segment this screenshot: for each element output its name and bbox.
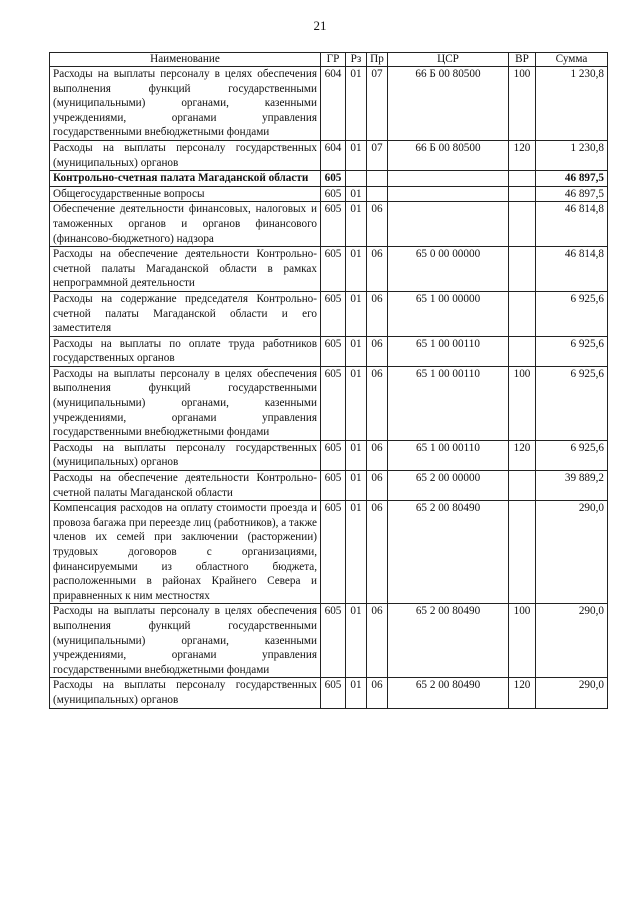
table-row xyxy=(50,247,608,292)
row-sum: 1 230,8 xyxy=(536,67,608,141)
row-sum: 46 897,5 xyxy=(536,186,608,202)
row-vr xyxy=(509,202,536,247)
page-number: 21 xyxy=(313,18,327,33)
column-header-csr: ЦСР xyxy=(388,53,509,67)
row-rz: 01 xyxy=(346,501,367,604)
row-sum: 46 814,8 xyxy=(536,202,608,247)
row-rz: 01 xyxy=(346,140,367,170)
row-rz: 01 xyxy=(346,336,367,366)
row-rz: 01 xyxy=(346,471,367,501)
row-vr xyxy=(509,501,536,604)
row-csr: 65 2 00 80490 xyxy=(388,678,509,708)
table-row xyxy=(50,67,608,141)
row-gr: 605 xyxy=(321,440,346,470)
row-vr xyxy=(509,171,536,187)
row-pr: 06 xyxy=(367,336,388,366)
row-name: Компенсация расходов на оплату стоимости проезда и провоза багажа при переезде лиц (работников), а также членов их семей при заключении (расторжении) трудовых договоров с организациями, финансируемыми из областного бюджета, расположенными в районах Крайнего Севера и приравненных к ним местностях xyxy=(50,501,321,604)
row-sum: 6 925,6 xyxy=(536,440,608,470)
row-name: Расходы на выплаты персоналу в целях обеспечения выполнения функций государственными (муниципальными) органами, казенными учреждениями, органами управления государственными внебюджетными фондами xyxy=(50,604,321,678)
row-name: Расходы на содержание председателя Контрольно-счетной палаты Магаданской области и его заместителя xyxy=(50,291,321,336)
row-gr: 605 xyxy=(321,366,346,440)
table-row xyxy=(50,440,608,470)
budget-table xyxy=(49,52,608,709)
row-vr: 120 xyxy=(509,678,536,708)
row-vr xyxy=(509,336,536,366)
row-csr: 65 1 00 00110 xyxy=(388,440,509,470)
row-gr: 605 xyxy=(321,336,346,366)
column-header-vr: ВР xyxy=(509,53,536,67)
row-rz: 01 xyxy=(346,247,367,292)
row-gr: 605 xyxy=(321,501,346,604)
table-row xyxy=(50,604,608,678)
row-rz: 01 xyxy=(346,440,367,470)
row-csr: 65 0 00 00000 xyxy=(388,247,509,292)
column-header-sum: Сумма xyxy=(536,53,608,67)
row-name: Расходы на обеспечение деятельности Контрольно-счетной палаты Магаданской области в рамках непрограммной деятельности xyxy=(50,247,321,292)
column-header-name: Наименование xyxy=(50,53,321,67)
row-csr: 66 Б 00 80500 xyxy=(388,140,509,170)
row-sum: 6 925,6 xyxy=(536,366,608,440)
row-gr: 605 xyxy=(321,247,346,292)
row-gr: 604 xyxy=(321,140,346,170)
row-pr: 07 xyxy=(367,140,388,170)
column-header-pr: Пр xyxy=(367,53,388,67)
row-rz: 01 xyxy=(346,678,367,708)
table-row xyxy=(50,186,608,202)
row-rz: 01 xyxy=(346,186,367,202)
row-csr: 65 2 00 80490 xyxy=(388,604,509,678)
row-vr xyxy=(509,186,536,202)
row-csr xyxy=(388,202,509,247)
table-row xyxy=(50,471,608,501)
row-sum: 6 925,6 xyxy=(536,336,608,366)
row-name: Расходы на обеспечение деятельности Контрольно-счетной палаты Магаданской области xyxy=(50,471,321,501)
row-pr: 06 xyxy=(367,247,388,292)
row-pr: 06 xyxy=(367,501,388,604)
row-gr: 605 xyxy=(321,186,346,202)
row-vr: 120 xyxy=(509,440,536,470)
row-sum: 290,0 xyxy=(536,678,608,708)
row-csr xyxy=(388,171,509,187)
row-rz xyxy=(346,171,367,187)
row-rz: 01 xyxy=(346,291,367,336)
table-row xyxy=(50,140,608,170)
row-sum: 290,0 xyxy=(536,604,608,678)
row-sum: 290,0 xyxy=(536,501,608,604)
row-gr: 605 xyxy=(321,678,346,708)
row-sum: 46 897,5 xyxy=(536,171,608,187)
row-pr: 06 xyxy=(367,440,388,470)
row-csr: 66 Б 00 80500 xyxy=(388,67,509,141)
row-name: Обеспечение деятельности финансовых, налоговых и таможенных органов и органов финансового (финансово-бюджетного) надзора xyxy=(50,202,321,247)
row-name: Расходы на выплаты персоналу в целях обеспечения выполнения функций государственными (муниципальными) органами, казенными учреждениями, органами управления государственными внебюджетными фондами xyxy=(50,67,321,141)
row-pr: 06 xyxy=(367,678,388,708)
row-vr xyxy=(509,471,536,501)
row-pr: 07 xyxy=(367,67,388,141)
row-csr: 65 1 00 00110 xyxy=(388,336,509,366)
table-row xyxy=(50,678,608,708)
row-rz: 01 xyxy=(346,202,367,247)
row-name: Общегосударственные вопросы xyxy=(50,186,321,202)
table-row xyxy=(50,501,608,604)
column-header-rz: Рз xyxy=(346,53,367,67)
row-gr: 605 xyxy=(321,291,346,336)
row-sum: 6 925,6 xyxy=(536,291,608,336)
row-gr: 604 xyxy=(321,67,346,141)
row-csr: 65 2 00 00000 xyxy=(388,471,509,501)
row-pr: 06 xyxy=(367,202,388,247)
table-row xyxy=(50,366,608,440)
row-gr: 605 xyxy=(321,471,346,501)
row-gr: 605 xyxy=(321,604,346,678)
row-vr: 120 xyxy=(509,140,536,170)
row-vr xyxy=(509,247,536,292)
row-pr xyxy=(367,171,388,187)
row-name: Расходы на выплаты персоналу в целях обеспечения выполнения функций государственными (муниципальными) органами, казенными учреждениями, органами управления государственными внебюджетными фондами xyxy=(50,366,321,440)
row-vr: 100 xyxy=(509,366,536,440)
row-gr: 605 xyxy=(321,171,346,187)
row-csr: 65 1 00 00110 xyxy=(388,366,509,440)
row-pr xyxy=(367,186,388,202)
table-header-row xyxy=(50,53,608,67)
row-sum: 1 230,8 xyxy=(536,140,608,170)
row-rz: 01 xyxy=(346,604,367,678)
row-gr: 605 xyxy=(321,202,346,247)
row-vr xyxy=(509,291,536,336)
row-name: Контрольно-счетная палата Магаданской области xyxy=(50,171,321,187)
row-name: Расходы на выплаты персоналу государственных (муниципальных) органов xyxy=(50,678,321,708)
row-csr: 65 2 00 80490 xyxy=(388,501,509,604)
row-pr: 06 xyxy=(367,604,388,678)
row-csr xyxy=(388,186,509,202)
row-sum: 46 814,8 xyxy=(536,247,608,292)
row-name: Расходы на выплаты по оплате труда работников государственных органов xyxy=(50,336,321,366)
row-rz: 01 xyxy=(346,366,367,440)
row-name: Расходы на выплаты персоналу государственных (муниципальных) органов xyxy=(50,440,321,470)
table-row xyxy=(50,291,608,336)
row-csr: 65 1 00 00000 xyxy=(388,291,509,336)
table-row-department xyxy=(50,171,608,187)
row-pr: 06 xyxy=(367,366,388,440)
row-pr: 06 xyxy=(367,471,388,501)
row-pr: 06 xyxy=(367,291,388,336)
table-row xyxy=(50,336,608,366)
table-row xyxy=(50,202,608,247)
row-vr: 100 xyxy=(509,604,536,678)
row-vr: 100 xyxy=(509,67,536,141)
row-sum: 39 889,2 xyxy=(536,471,608,501)
row-rz: 01 xyxy=(346,67,367,141)
column-header-gr: ГР xyxy=(321,53,346,67)
row-name: Расходы на выплаты персоналу государственных (муниципальных) органов xyxy=(50,140,321,170)
